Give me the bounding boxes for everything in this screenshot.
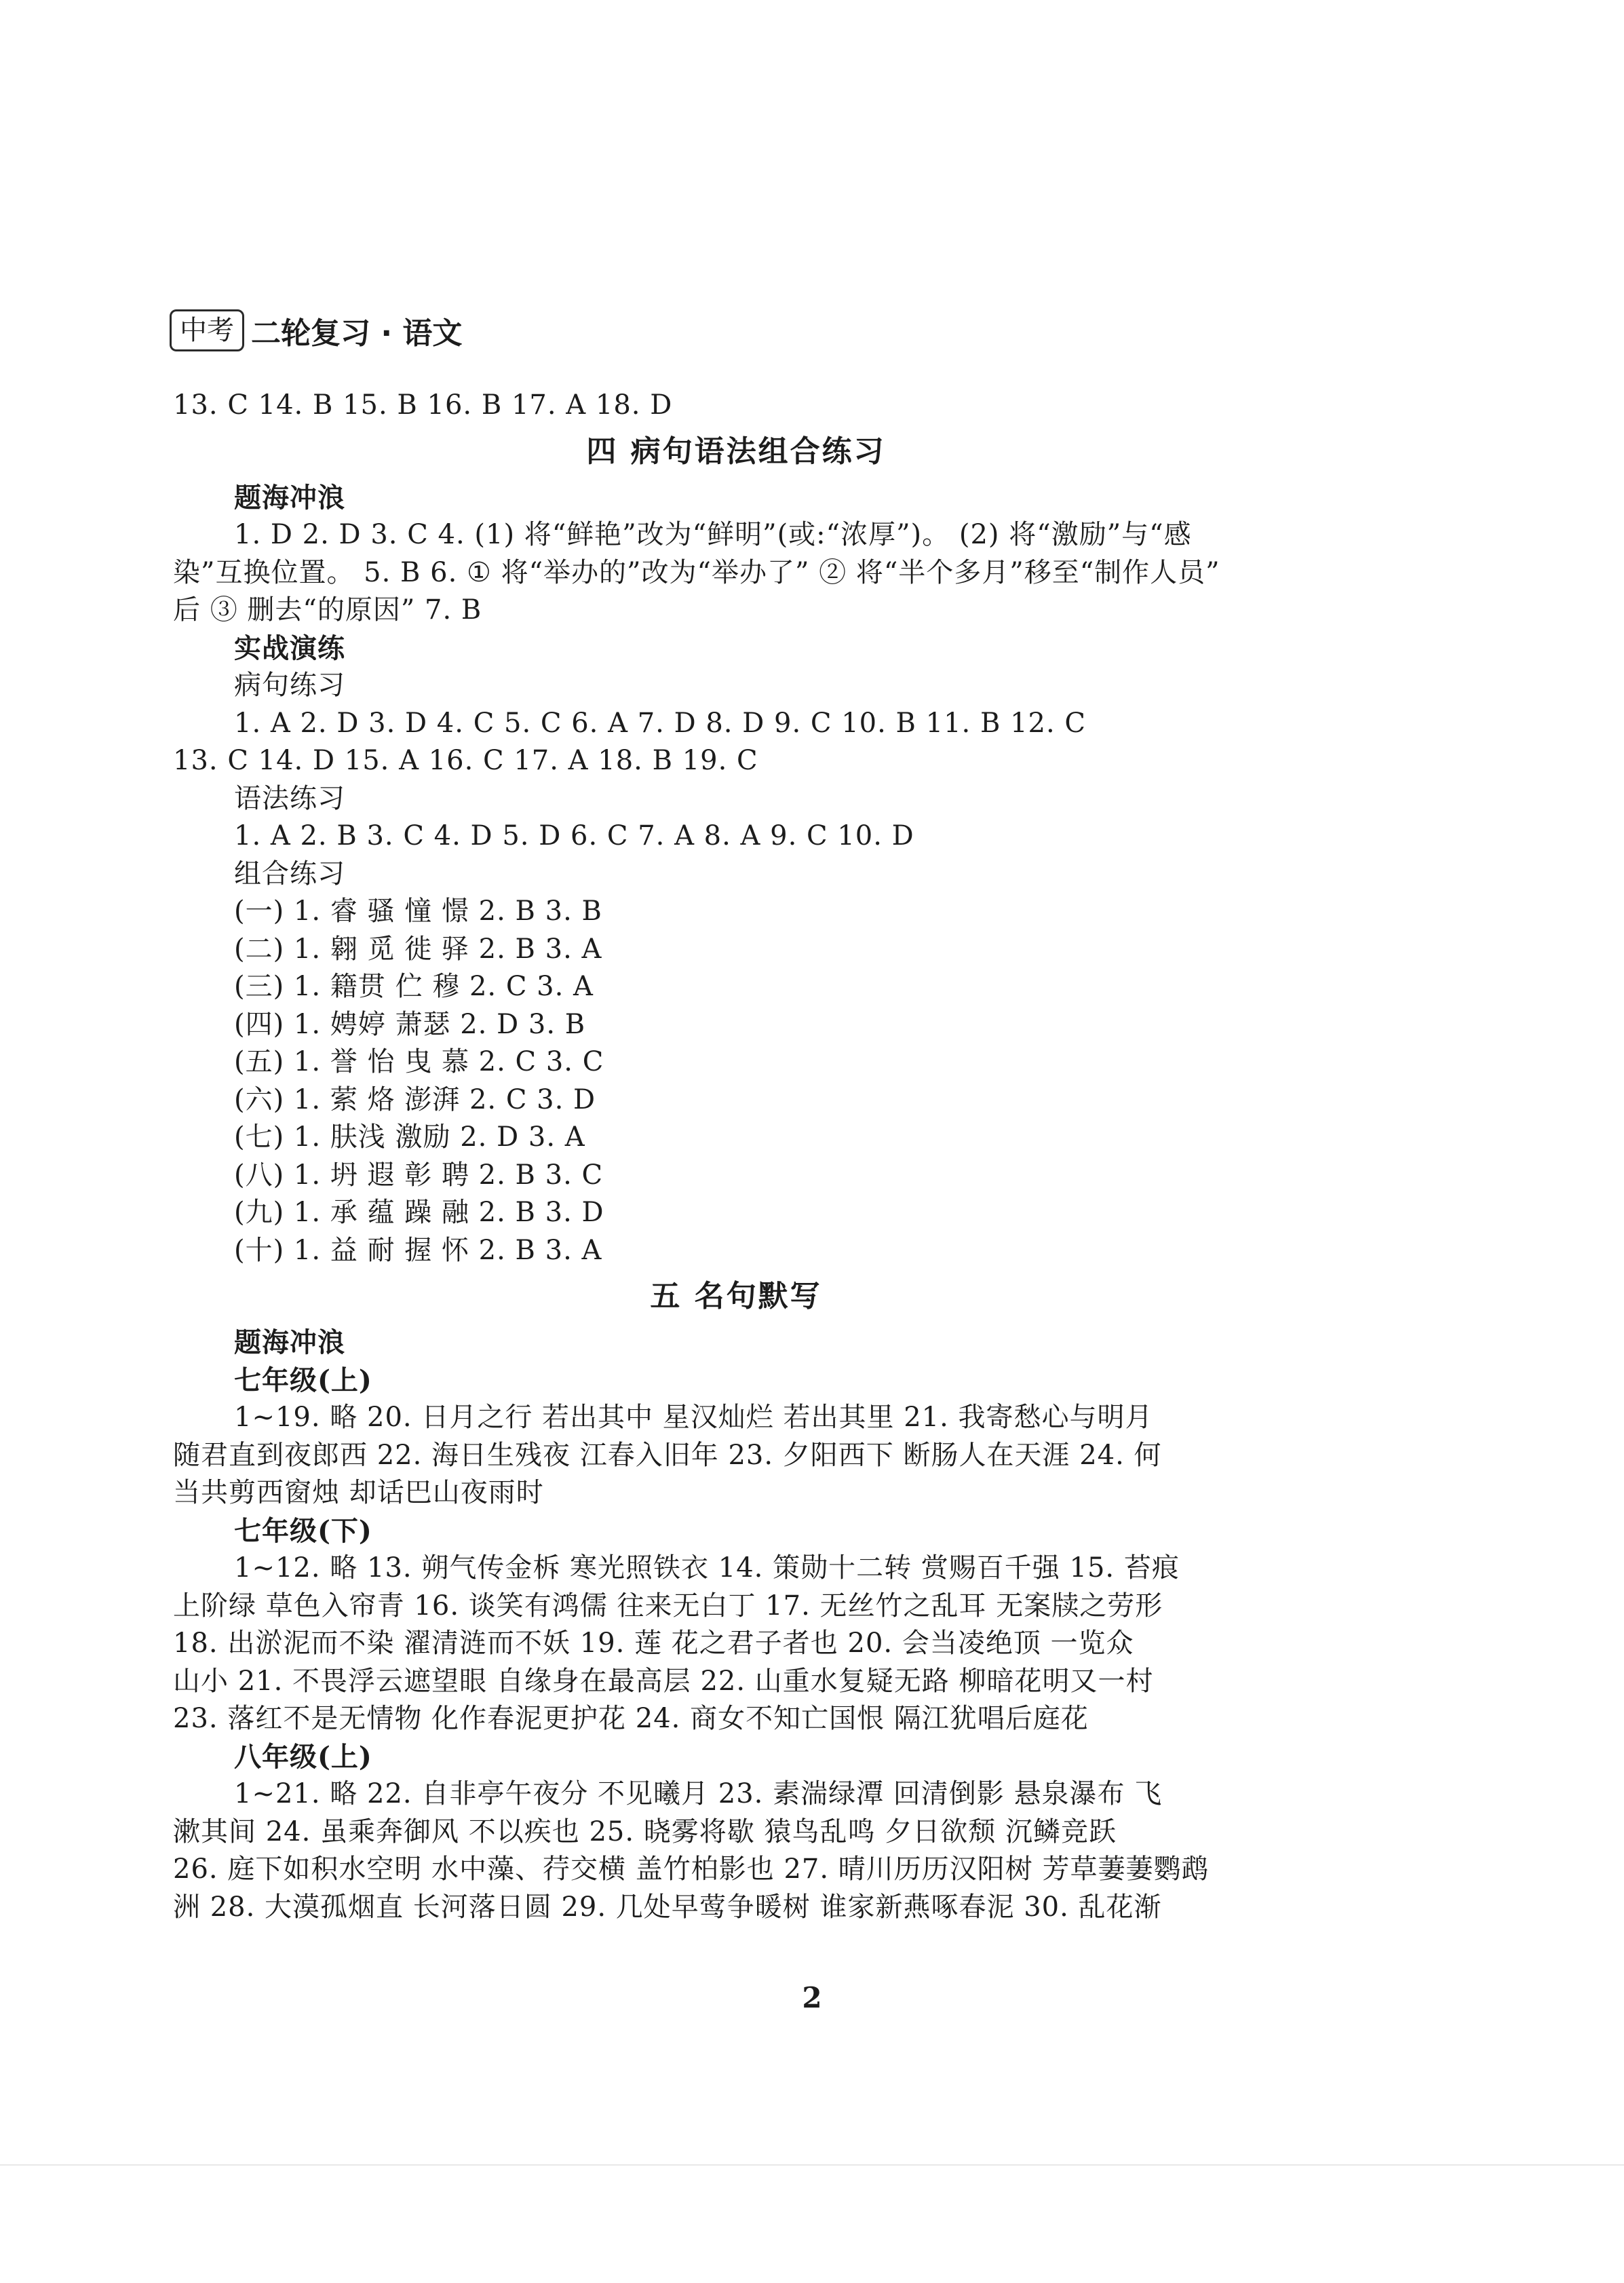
answer-line: 13. C 14. D 15. A 16. C 17. A 18. B 19. C	[173, 745, 758, 776]
section-title: 四 病句语法组合练习	[586, 434, 886, 469]
answer-line: (五) 1. 誉 怡 曳 慕 2. C 3. C	[234, 1046, 604, 1077]
answer-line: (六) 1. 萦 烙 澎湃 2. C 3. D	[234, 1083, 596, 1115]
answer-line: 18. 出淤泥而不染 濯清涟而不妖 19. 莲 花之君子者也 20. 会当凌绝顶 一览众	[173, 1628, 1134, 1659]
answer-line: 26. 庭下如积水空明 水中藻、荇交横 盖竹柏影也 27. 晴川历历汉阳树 芳草萋萋鹦鹉	[173, 1854, 1210, 1885]
answer-line: (九) 1. 承 蕴 躁 融 2. B 3. D	[234, 1197, 604, 1228]
answer-line: 后 ③ 删去“的原因” 7. B	[173, 594, 482, 626]
answer-line: 组合练习	[234, 858, 345, 889]
page-number: 2	[802, 1981, 822, 2014]
answer-line: 1~19. 略 20. 日月之行 若出其中 星汉灿烂 若出其里 21. 我寄愁心与明月	[234, 1402, 1153, 1433]
answer-line: 染”互换位置。 5. B 6. ① 将“举办的”改为“举办了” ② 将“半个多月”移至“制作人员”	[173, 556, 1220, 588]
subsection-heading: 实战演练	[234, 632, 345, 664]
answer-line: (八) 1. 坍 遐 彰 聘 2. B 3. C	[234, 1159, 604, 1191]
subsection-heading: 八年级(上)	[234, 1740, 372, 1773]
exam-tag: 中考	[170, 309, 244, 351]
answer-line: (七) 1. 肤浅 激励 2. D 3. A	[234, 1121, 585, 1153]
answer-line: 漱其间 24. 虽乘奔御风 不以疾也 25. 晓雾将歇 猿鸟乱鸣 夕日欲颓 沉鳞竞跃	[173, 1816, 1117, 1847]
answer-line: 当共剪西窗烛 却话巴山夜雨时	[173, 1477, 544, 1508]
answer-line: 语法练习	[234, 782, 345, 814]
answer-line: 1. A 2. B 3. C 4. D 5. D 6. C 7. A 8. A 9. C 10. D	[234, 820, 914, 851]
answer-line: (一) 1. 睿 骚 憧 憬 2. B 3. B	[234, 896, 602, 927]
answer-line: (二) 1. 翱 觅 徙 驿 2. B 3. A	[234, 933, 602, 965]
book-title: 二轮复习 · 语文	[251, 316, 463, 351]
answer-line: 1. A 2. D 3. D 4. C 5. C 6. A 7. D 8. D 9. C 10. B 11. B 12. C	[234, 707, 1087, 739]
running-header	[170, 309, 462, 352]
answer-line: (三) 1. 籍贯 伫 穆 2. C 3. A	[234, 971, 594, 1002]
answer-line: 随君直到夜郎西 22. 海日生残夜 江春入旧年 23. 夕阳西下 断肠人在天涯 24. 何	[173, 1439, 1162, 1471]
footer-rule	[0, 2164, 1624, 2166]
answer-line: 山小 21. 不畏浮云遮望眼 自缘身在最高层 22. 山重水复疑无路 柳暗花明又一村	[173, 1665, 1154, 1697]
subsection-heading: 题海冲浪	[234, 1326, 345, 1358]
answer-line: 1. D 2. D 3. C 4. (1) 将“鲜艳”改为“鲜明”(或:“浓厚”)。 (2) 将“激励”与“感	[234, 519, 1192, 550]
answer-line: (十) 1. 益 耐 握 怀 2. B 3. A	[234, 1234, 602, 1266]
subsection-heading: 题海冲浪	[234, 481, 345, 514]
answer-line: 病句练习	[234, 670, 345, 701]
subsection-heading: 七年级(上)	[234, 1364, 372, 1396]
answer-line: 1~12. 略 13. 朔气传金柝 寒光照铁衣 14. 策勋十二转 赏赐百千强 15. 苔痕	[234, 1552, 1180, 1584]
answer-line: 13. C 14. B 15. B 16. B 17. A 18. D	[173, 389, 673, 421]
subsection-heading: 七年级(下)	[234, 1514, 372, 1547]
answer-line: 1~21. 略 22. 自非亭午夜分 不见曦月 23. 素湍绿潭 回清倒影 悬泉瀑布 飞	[234, 1778, 1163, 1809]
answer-line: 23. 落红不是无情物 化作春泥更护花 24. 商女不知亡国恨 隔江犹唱后庭花	[173, 1703, 1089, 1734]
answer-line: (四) 1. 娉婷 萧瑟 2. D 3. B	[234, 1008, 586, 1040]
section-title: 五 名句默写	[650, 1279, 822, 1313]
answer-body	[173, 387, 1299, 1926]
answer-line: 上阶绿 草色入帘青 16. 谈笑有鸿儒 往来无白丁 17. 无丝竹之乱耳 无案牍之劳形	[173, 1590, 1163, 1622]
answer-line: 洲 28. 大漠孤烟直 长河落日圆 29. 几处早莺争暖树 谁家新燕啄春泥 30. 乱花渐	[173, 1891, 1162, 1923]
